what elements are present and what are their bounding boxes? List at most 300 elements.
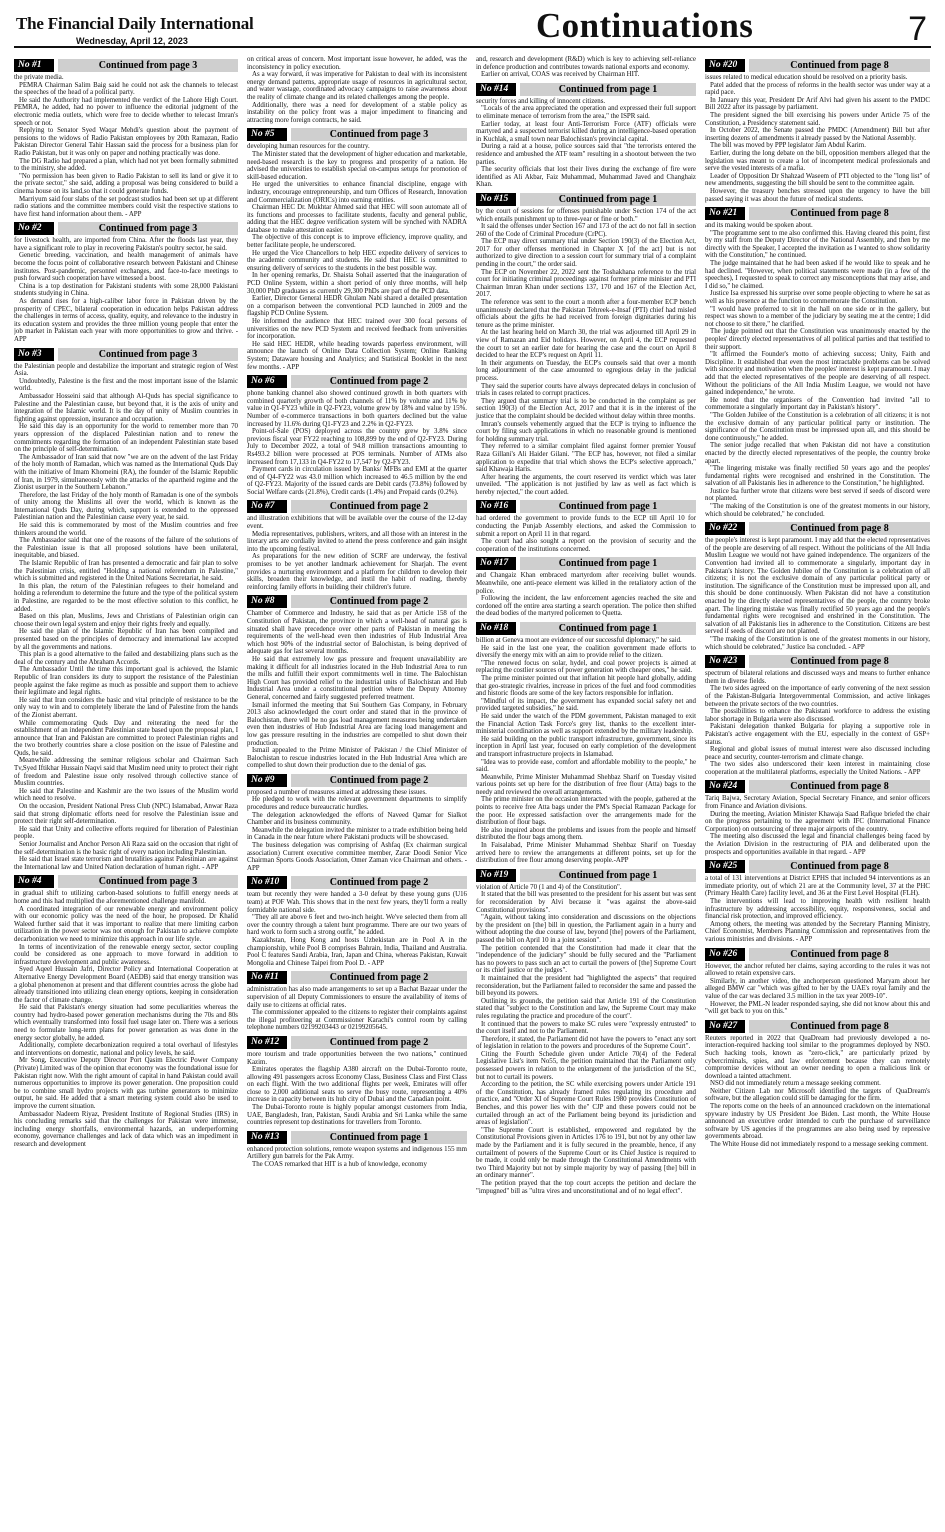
article-header: [705, 522, 930, 535]
continued-from-label: Continued from page 1: [520, 869, 696, 882]
continued-from-label: Continued from page 1: [520, 83, 696, 96]
article-paragraph: He said this is commemorated by most of the Muslim countries and free thinkers around the world.: [14, 522, 238, 537]
section-title: Continuations: [536, 6, 754, 45]
article-paragraph: He said HEC HEDR, while heading towards paperless environment, will announce the launch of Online Data Collection System; Online Ranking System; Dataware housing and Analytics; and Statistical Booklet in the next few months. - APP: [247, 340, 467, 371]
article-paragraph: However, the PML-N leader responded saying, she did not know about this and "will get back to you on this.": [705, 1000, 930, 1016]
article-paragraph: He said that Iran considers the basic and vital principle of resistance to be the only way to win and to completely liberate the land of Palestine from the hands of the Zionist aberrant.: [14, 696, 238, 719]
article: [247, 375, 467, 496]
article-paragraph: However, the anchor refuted her claims, saying according to the rules it was not allowed to retain expensive cars.: [705, 962, 930, 978]
article-paragraph: In January this year, President Dr Arif Alvi had given his assent to the PMDC Bill 2022 after its passage by parliament.: [705, 96, 930, 112]
article-paragraph: Reuters reported in 2022 that QuaDream had previously developed a no-interaction-required hacking tool similar to the programmes deployed by NSO. Such hacking tools, known as "zero-click," are particularly prized by cybercriminals, spies, and law enforcement because they can remotely compromise devices without an owner needing to open a malicious link or download a tainted attachment.: [705, 1034, 930, 1080]
article-paragraph: The judge maintained that he had been asked if he would like to speak and he had declined. "However, when political statements were made (in a few of the speeches), I requested to speak to correct any misconceptions that may arise, and I did so," he claimed.: [705, 260, 930, 290]
article-header: [476, 193, 696, 206]
article-paragraph: and illustration exhibitions that will be available over the course of the 12-day event.: [247, 515, 467, 531]
article-paragraph: "Again, without taking into consideration and discussions on the objections by the president on [the] bill in question, the Parliament again in a hurry and without adopting the due course of law, beyond [the] powers of the Parliament, passed the bill on April 10 in a joint session".: [476, 914, 696, 944]
article-body: [247, 56, 467, 124]
article-paragraph: Based on this plan, Muslims, Jews and Christians of Palestinian origin can choose their own legal system and enjoy their rights freely and equally.: [14, 613, 238, 628]
article-paragraph: violation of Article 70 (1 and 4) of the Constitution".: [476, 883, 622, 891]
article-paragraph: He said in the last one year, the coalition government made efforts to diversify the energy mix with an aim to provide relief to the citizen.: [476, 644, 696, 660]
article: [247, 56, 467, 124]
article-paragraph: Similarly, in another video, the anchorperson questioned Maryam about her alleged BMW car "which was gifted to her by the UAE's royal family and the value of the car was declared 3.5 million in the tax year 2009-10".: [705, 977, 930, 1000]
article-paragraph: The two sides agreed on the importance of early convening of the next session of the Pakistan-Bulgaria Intergovernmental Commission, and active linkages between the private sectors of the two countries.: [705, 685, 930, 708]
article-number: No #6: [247, 375, 287, 388]
article-paragraph: He said the Authority had implemented the verdict of the Lahore High Court. PEMRA, he added, had no power to influence the editorial judgment of the electronic media outlets, which were free to decide whether to telecast Imran's speech or not.: [14, 96, 238, 127]
article: [14, 875, 238, 1148]
article-paragraph: During a raid at a house, police sources said that "the terrorists entered the residence and ambushed the ATF team" resulting in a shootout between the two parties.: [476, 143, 696, 166]
article-paragraph: "The making of the Constitution is one of the greatest moments in our history, which should be celebrated," he concluded.: [705, 503, 930, 518]
article-paragraph: Point-of-Sale (POS) deployed across the country grew by 3.8% since previous fiscal year FY22 reaching to 108,899 by the end of Q2-FY23. During July to December 2022, a total of 94.8 million transactions amounting to Rs493.2 billion were processed at POS terminals. Number of ATMs also increased from 17,133 in Q4-FY22 to 17,547 by Q2-FY23.: [247, 428, 467, 466]
article-paragraph: Earlier today, at least four Anti-Terrorism Force (ATF) officials were martyred and a suspected terrorist killed during an intelligence-based operation in Kuchlak, a small town near Balochistan's provincial capital.: [476, 120, 696, 143]
article-paragraph: The objective of this concept is to improve efficiency, improve quality, and better facilitate people, he underscored.: [247, 234, 467, 250]
article-paragraph: It said the offenses under Section 167 and 173 of the act do not fall in section 260 of the Code of Criminal Procedure (CrPC).: [476, 223, 696, 238]
article-paragraph: NSO did not immediately return a message seeking comment.: [710, 1080, 881, 1088]
article-number: No #13: [247, 1131, 287, 1144]
article-header: [14, 875, 238, 888]
article: [247, 595, 467, 769]
continued-from-label: Continued from page 3: [58, 59, 238, 72]
article-paragraph: It continued that the powers to make SC rules were "expressly entrusted" to the court itself and not to the Parliament.: [476, 1020, 696, 1036]
article-paragraph: Undoubtedly, Palestine is the first and the most important issue of the Islamic world.: [14, 377, 238, 393]
article-paragraph: enhanced protection solutions, remote weapon systems and indigenous 155 mm Artillery gun barrels for the Pak Army.: [247, 1145, 467, 1161]
article-paragraph: Replying to Senator Syed Waqar Mehdi's question about the payment of pensions to the widows of Radio Pakistan employees by 20th Ramazan, Radio Pakistan Director General Tahir Hassan said the process for a business plan for Radio Pakistan, but it was only on paper and nothing practically was done.: [14, 127, 238, 157]
article-paragraph: Outlining its grounds, the petition said that Article 191 of the Constitution stated that "subject to the Constitution and law, the Supreme Court may make rules regulating the practice and procedure of the court".: [476, 997, 696, 1020]
article: [476, 557, 696, 618]
article: [705, 948, 930, 1016]
article-paragraph: Pakistani delegation thanked Bulgaria for playing a supportive role in Pakistan's active engagement with the EU, especially in the context of GSP+ status.: [705, 723, 930, 746]
article: [705, 207, 930, 518]
article-paragraph: As demand rises for a high-caliber labor force in Pakistan driven by the prosperity of CPEC, bilateral cooperation in education helps Pakistan address the challenges in terms of access, quality, equity, and relevance to the industry in its education system and provides the three million young people that enter the job market in Pakistan each year with more opportunities to grow and thrive. - APP: [14, 298, 238, 343]
continued-from-label: Continued from page 2: [291, 774, 467, 787]
article-paragraph: Genetic breeding, vaccination, and health management of animals have become the focus point of collaborative research between Pakistani and Chinese institutes. Post-pandemic, personnel exchanges, and face-to-face meetings to push forward such cooperation have witnessed a boost.: [14, 252, 238, 283]
article-paragraph: Media representatives, publishers, writers, and all those with an interest in the literary arts are cordially invited to attend the press conference and gain insight into the upcoming festival.: [247, 530, 467, 553]
article: [476, 83, 696, 189]
column-2: [243, 56, 472, 1532]
article-paragraph: the Palestinian people and destabilize the important and strategic region of West Asia.: [14, 362, 238, 378]
article: [476, 622, 696, 865]
article-header: [247, 774, 467, 787]
article-paragraph: team but recently they were handed a 3-0 defeat by these young guns (U16 team) at POF Wah. This shows that in the next few years, they'll form a really formidable national side.: [247, 891, 467, 914]
article-paragraph: In her opening remarks, Dr. Shaista Sohail asserted that the inauguration of PCD Online System, within a short period of only three months, will help 30,000 PhD graduates as currently 29,300 PhDs are part of the PCD data.: [247, 272, 467, 295]
article-number: No #5: [247, 128, 287, 141]
article-paragraph: The Minister stated that the development of higher education and marketable, need-based research is the key to progress and prosperity of a nation. He advised the universities to establish special on-campus setups for promotion of skill-based education.: [247, 150, 467, 181]
article-body: [476, 56, 696, 79]
article-paragraph: He said that Pakistan's energy situation had some peculiarities whereas the country had hydro-based power generation mechanisms during the 70s and 80s which eventually transformed into fossil fuel usage later on. There was a serious need to formulate long-term plans for power generation as was done in the energy sector globally, he added.: [14, 1004, 238, 1042]
article-paragraph: In Faisalabad, Prime Minister Muhammad Shehbaz Sharif on Tuesday arrived here to review the arrangements at different points, set up for the distribution of free flour among deserving people.-APP: [476, 842, 696, 865]
article-paragraph: more tourism and trade opportunities between the two nations," continued Kazim.: [247, 1050, 467, 1066]
article-paragraph: "It affirmed the Founder's motto of achieving success; Unity, Faith and Discipline. It established that even the most intractable problems can be solved with sincerity and motivation when the peoples' interest is kept paramount. I may add that the elected representatives of the people are deserving of all respect. Without the politicians of the All India Muslim League, we would not have gained independence," he wrote.: [705, 351, 930, 397]
article-paragraph: Justice Isa further wrote that citizens were best served if seeds of discord were not planted.: [705, 487, 930, 503]
paper-name: The Financial Daily International: [16, 14, 254, 33]
article-paragraph: "They all are above 6 feet and two-inch height. We've selected them from all over the country through a talent hunt programme. There are our two years of hard work to form such a strong outfit," he added.: [247, 914, 467, 937]
article-paragraph: billion at Geneva moot are evidence of our successful diplomacy," he said.: [476, 637, 682, 644]
article-number: No #26: [705, 948, 745, 961]
article-paragraph: The delegation acknowledged the efforts of Naveed Qamar for Sialkot Chamber and its business community.: [247, 811, 467, 827]
continued-from-label: Continued from page 8: [749, 860, 930, 873]
article-body: [705, 537, 930, 651]
article-paragraph: issues related to medical education should be resolved on a priority basis.: [705, 74, 908, 81]
article-paragraph: Meanwhile the delegation invited the minister to a trade exhibition being held in Canada in the near future where Pakistani products will be showcased.: [247, 826, 467, 842]
article: [476, 869, 696, 1195]
article-paragraph: Earlier, Director General HEDR Ghulam Nabi shared a detailed presentation on a comparison between the conventional PCD launched in 2009 and the flagship PCD Online System.: [247, 295, 467, 318]
article-paragraph: After hearing the arguments, the court reserved its verdict which was later unveiled. "The application is not justified by law as well as fact which is hereby rejected," the court added.: [476, 473, 696, 496]
column-1: [14, 56, 243, 1532]
article-paragraph: They referred to a similar complaint filed against former premier Yousuf Raza Gillani's Ali Haider Gilani. "The ECP has, however, not filed a similar application to expedite that trial which shows the ECP's selective approach," said Khawaja Haris.: [476, 443, 696, 474]
article-header: [14, 348, 238, 361]
article-paragraph: Chairman HEC Dr. Mukhtar Ahmed said that HEC will soon automate all of its functions and processes to facilitate students, faculty and general public, adding that the HEC degree verification system will be synched with NADRA database to make attestation easier.: [247, 204, 467, 234]
article-body: [14, 363, 238, 872]
article-paragraph: It stated that the bill was presented to the president for his assent but was sent for reconsideration by Alvi because it "was against the above-said Constitutional provisions".: [476, 891, 696, 914]
continued-from-label: Continued from page 2: [291, 595, 467, 608]
article-paragraph: "The renewed focus on solar, hydel, and coal power projects is aimed at replacing the costlier sources of power generation with cheaper ones," he said.: [476, 659, 696, 675]
article-paragraph: the people's interest is kept paramount. I may add that the elected representatives of the people are deserving of all respect. Without the politicians of the All India Muslim League we would not have gained independence. The organizers of the Convention had invited all to commemorate a singularly, important day in Pakistan's history. The Golden Jubilee of the Constitution is a celebration of all citizens; it is not the exclusive domain of any particular political party or institution. The significance of the Constitution must be impressed upon all, and this should be done continuously. When Pakistan did not have a constitution enacted by the directly elected representatives of the people, the country broke apart. The lingering mistake was finally rectified 50 years ago and the people's fundamental rights were recognised and enshrined in the Constitution. The salvation of all Pakistanis lies in adherence to the Constitution. Citizens are best served if seeds of discord are not planted.: [705, 537, 930, 636]
article-header: [247, 876, 467, 889]
article-paragraph: and, research and development (R&D) which is key to achieving self-reliance in defence production and contributes towards national exports and economy.: [476, 56, 696, 71]
article-paragraph: During the meeting, Aviation Minister Khawaja Saad Rafique briefed the chair on the progress pertaining to the agreement with IFC (International Finance Corporation) on outsourcing of three major airports of the country.: [705, 810, 930, 833]
article-body: [14, 74, 238, 218]
article-paragraph: The senior judge recalled that when Pakistan did not have a constitution enacted by the directly elected representatives of the people, the country broke apart.: [705, 442, 930, 465]
article-header: [705, 780, 930, 793]
article-header: [14, 222, 238, 235]
article-paragraph: Emirates operates the flagship A380 aircraft on the Dubai-Toronto route, allowing 491 passengers across Economy Class, Business Class and First Class on each flight. With the two additional flights per week, Emirates will offer close to 2,000 additional seats to serve the busy route, representing a 40% increase in capacity between its hub city of Dubai and the Canadian point.: [247, 1066, 467, 1104]
article-paragraph: a total of 131 interventions at District EPHS that included 94 interventions as an immediate priority, out of which 21 are at the Community level, 37 at the PHC (Primary Health Care) facility level, and 36 at the First Level Hospital (FLH).: [705, 875, 930, 898]
article-body: [247, 891, 467, 967]
article-paragraph: He urged the universities to enhance financial discipline, engage with industry, encourage entrepreneurship, and turn Offices of Research, Innovation and Commercialization (ORICs) into earning entities.: [247, 181, 467, 204]
article-paragraph: developing human resources for the country.: [247, 143, 370, 151]
article-header: [705, 860, 930, 873]
article-header: [705, 655, 930, 668]
article-number: No #21: [705, 207, 745, 220]
article-number: No #16: [476, 500, 516, 513]
article-paragraph: Ismail informed the meeting that Sui Southern Gas Company, in February 2013 also acknowledged the court order and stated that in the province of Balochistan, there will be no gas load management measures being undertaken even then industries of Hub Industrial Area are facing load management and low gas pressure resulting in the industries are compelled to shut down their production.: [247, 701, 467, 747]
article-number: No #18: [476, 622, 516, 635]
article-body: [247, 143, 467, 371]
article-body: [247, 610, 467, 769]
article-paragraph: "The Golden Jubilee of the Constitution is a celebration of all citizens; it is not the exclusive domain of any particular political party or institution. The significance of the Constitution must be impressed upon all, and this should be done continuously," he added.: [705, 411, 930, 442]
article: [247, 128, 467, 371]
article-header: [476, 557, 696, 570]
article-paragraph: The Ambassador said that one of the reasons of the failure of the solutions of the Palestinian issue is that all proposed solutions have been unilateral, inequitable, and biased.: [14, 537, 238, 560]
continued-from-label: Continued from page 3: [58, 348, 238, 361]
article-header: [476, 500, 696, 513]
article-paragraph: had ordered the government to provide funds to the ECP till April 10 for conducting the Punjab Assembly elections, and asked the Commission to submit a report on April 11 in that regard.: [476, 515, 696, 538]
article-paragraph: He noted that the organisers of the Convention had invited "all to commemorate a singularly important day in Pakistan's history".: [705, 396, 930, 412]
article-header: [476, 622, 696, 635]
continued-from-label: Continued from page 8: [749, 59, 930, 72]
article-paragraph: However, the treasury benches stressed upon the urgency to have the bill passed saying it was about the future of medical students.: [705, 187, 930, 203]
article-body: [705, 963, 930, 1016]
article-paragraph: The prime minister on the occasion interacted with the people, gathered at the points to receive free Atta bags under the PM's Special Ramazan Package for the poor. He expressed satisfaction over the arrangements made for the distribution of flour bags.: [476, 796, 696, 827]
article-paragraph: Meanwhile addressing the seminar religious scholar and Chairman Sach Tv,Syed Iftikhar Hussain Naqvi said that Muslim need unity to protect their right of freedom and Palestine issue only resolved through collective stance of Muslim countries.: [14, 757, 238, 788]
article-body: [476, 98, 696, 189]
article-paragraph: Meanwhile, Prime Minister Muhammad Shehbaz Sharif on Tuesday visited various points set up here for the distribution of free flour (Atta) bags to the needy and reviewed the overall arrangements.: [476, 773, 696, 796]
article-paragraph: He said that Unity and collective efforts required for liberation of Palestinian people.: [14, 825, 238, 841]
article: [14, 222, 238, 343]
article-body: [14, 890, 238, 1148]
continued-from-label: Continued from page 8: [749, 655, 930, 668]
article-paragraph: Chamber of Commerce and Industry, he said that as per Article 158 of the Constitution of Pakistan, the province in which a well-head of natural gas is situated shall have precedence over other parts of Pakistan in meeting the requirements of the well-head even then industries of Hub Industrial Area which host 90% of the industrial sector of Balochistan, is being deprived of adequate gas for last several months.: [247, 610, 467, 656]
article-paragraph: The court had also sought a report on the provision of security and the cooperation of the institutions concerned.: [476, 538, 696, 553]
article-header: [247, 375, 467, 388]
article-paragraph: "Mindful of its impact, the government has expanded social safety net and provided targeted subsidies," he said.: [476, 697, 696, 713]
continued-from-label: Continued from page 1: [520, 557, 696, 570]
article-paragraph: He said that Israel state terrorism and brutalities against Palestinian are against the International law and United Nation declaration of human right. - APP: [14, 856, 238, 871]
article-paragraph: It maintained that the president had "highlighted the aspects" that required reconsideration, but the Parliament failed to reconsider the same and passed the bill beyond its powers.: [476, 974, 696, 998]
article-paragraph: and Changaiz Khan embraced martyrdom after receiving bullet wounds. Meanwhile, one anti-peace element was killed in the retaliatory action of the police.: [476, 572, 696, 595]
column-4: [701, 56, 930, 1532]
article-paragraph: Senior Journalist and Anchor Person Ali Raza said on the occasion that right of the self-determination is the basic right of every nation including Palestinian.: [14, 841, 238, 856]
article-number: No #9: [247, 774, 287, 787]
article-paragraph: The security officials that lost their lives during the exchange of fire were identified as Ali Akbar, Faiz Muhammad, Muhammad Javed and Changhaiz Khan.: [476, 166, 696, 189]
article-paragraph: The possibilities to enhance the Pakistani workforce to address the existing labor shortage in Bulgaria were also discussed.: [705, 708, 930, 723]
article-paragraph: Imran's counsels vehemently argued that the ECP is trying to influence the court by filing such applications in which no reasonable ground is mentioned for holding summary trial.: [476, 420, 696, 443]
continued-from-label: Continued from page 3: [291, 128, 467, 141]
article-paragraph: on critical areas of concern. Most important issue however, he added, was the inconsistency in policy execution.: [247, 56, 467, 71]
article-body: [247, 515, 467, 591]
article-body: [247, 390, 467, 496]
article-body: [247, 789, 467, 873]
article-paragraph: Following the incident, the law enforcement agencies reached the site and cordoned off the entire area starting a search operation. The police then shifted the dead bodies of the martyred policemen to Quetta.: [476, 595, 696, 618]
article-paragraph: The ECP on November 22, 2022 sent the Toshakhana reference to the trial court for initiating criminal proceedings against former prime minister and PTI Chairman Imran Khan under sections 137, 170 and 167 of the Election Act, 2017.: [476, 268, 696, 299]
article-paragraph: He said this day is an opportunity for the world to remember more than 70 years oppression of the displaced Palestinian nation and to renew the commitments regarding the formation of an independent Palestinian state based on the principle of self-determination.: [14, 423, 238, 454]
article-paragraph: Payment cards in circulation issued by Banks/ MFBs and EMI at the quarter end of Q4-FY22 was 43.0 million which increased to 46.5 million by the end of Q2-FY23. Majority of the issued cards are Debit cards (73.8%) followed by Social Welfare cards (21.8%), Credit cards (1.4%) and Prepaid cards (0.2%).: [247, 466, 467, 496]
article-paragraph: Ambassador Nadeem Riyaz, President Institute of Regional Studies (IRS) in his concluding remarks said that the challenges for Pakistan were immense, including energy shortfalls, environmental hazards, an underperforming economy, governance challenges and lack of data which was an impediment in research and development: [14, 1110, 238, 1148]
article-paragraph: Therefore, the last Friday of the holy month of Ramadan is one of the symbols of unity among the Muslims all over the world, which is known as the International Quds Day, during which, support is extended to the oppressed Palestinian nation and the Palestinian cause every year, he said.: [14, 491, 238, 522]
article-paragraph: The petition contended that the Constitution had made it clear that the "independence of the judiciary" should be fully secured and the "Parliament has no powers to pass such an act to curtail the powers of [the] Supreme Court or its chief justice or the judges".: [476, 944, 696, 975]
article-paragraph: A coordinated integration of our renewable energy and environment policy with our economic policy was the need of the hour, he proposed. Dr Khalid Waleed further said that it was important to realize that mere limiting carbon utilization in the power sector was not enough for Pakistan to achieve complete decarbonization we need to minimize this approach in our life style.: [14, 905, 238, 943]
article-paragraph: The prime minister pointed out that inflation hit people hard globally, adding that geo-strategic rivalries, increase in prices of the fuel and food commodities and historic floods are some of the key factors responsible for inflation.: [476, 674, 696, 698]
continued-from-label: Continued from page 1: [520, 500, 696, 513]
article-paragraph: security forces and killing of innocent citizens.: [476, 97, 606, 105]
article-paragraph: phone banking channel also showed continued growth in both quarters with combined quarterly growth of both channels of 11% by volume and 11% by value in Q1-FY23 while in Q2-FY23, volume grew by 18% and value by 15%. Number of e-commerce transactions in both quarters declined but the value increased by 11.6% during Q1-FY23 and 2.2% in Q2-FY23.: [247, 390, 467, 428]
article-paragraph: "The Supreme Court is established, empowered and regulated by the Constitutional Provisions given in Articles 176 to 191, but not by any other law made by the Parliament and it is fully secured in the preamble, hence, if any curtailment of powers of the Supreme Court or its Chief Justice is required to be made, it could only be made through the Constitutional Amendments with two Third Majority but not by simple majority by way of passing [the] bill in an ordinary manner".: [476, 1126, 696, 1180]
continued-from-label: Continued from page 8: [749, 522, 930, 535]
article-paragraph: Kazakhstan, Hong Kong and hosts Uzbekistan are in Pool A in the championship, while Pool B comprises Bahrain, India, Thailand and Australia. Pool C features Saudi Arabia, Iran, Japan and China, whereas Pakistan, Kuwait Mongolia and Chinese Taipei from Pool D. - APP: [247, 936, 467, 967]
continued-from-label: Continued from page 1: [520, 622, 696, 635]
article-paragraph: The petition prayed that the top court accepts the petition and declare the "impugned" bill as "ultra vires and unconstitutional and of no legal effect".: [476, 1179, 696, 1195]
article-paragraph: The interventions will lead to improving health with resilient health infrastructure by addressing accessibility, equity, responsiveness, social and financial risk protection, and improved efficiency.: [705, 898, 930, 921]
article-paragraph: The reports come on the heels of an announced crackdown on the international spyware industry by US President Joe Biden. Last month, the White House announced an executive order intended to curb the purchase of surveillance software by US agencies if the programmes are also being used by repressive governments abroad.: [705, 1103, 930, 1141]
article-number: No #14: [476, 83, 516, 96]
continued-from-label: Continued from page 1: [291, 1131, 467, 1144]
article-paragraph: "Idea was to provide ease, comfort and affordable mobility to the people," he said.: [476, 758, 696, 774]
article-header: [705, 59, 930, 72]
article-paragraph: He said the plan of the Islamic Republic of Iran has been compiled and presented based on the principles of democracy and international law accepted by all the governments and nations.: [14, 628, 238, 651]
article-paragraph: "Locals of the area appreciated the operation and expressed their full support to eliminate menace of terrorism from the area," the ISPR said.: [476, 105, 696, 120]
article: [705, 860, 930, 943]
article-paragraph: While commemorating Quds Day and reiterating the need for the establishment of an independent Palestinian state based upon the proposal plan, I announce that Iran and Pakistan are committed to protect Palestinian rights and the two brotherly countries share a close position on the issue of Palestine and Quds, he said.: [14, 719, 238, 757]
article-body: [476, 208, 696, 497]
article-number: No #3: [14, 348, 54, 361]
article-number: No #22: [705, 522, 745, 535]
article-paragraph: The White House did not immediately respond to a message seeking comment.: [710, 1141, 929, 1149]
article-paragraph: In terms of incentivization of the renewable energy sector, sector coupling could be considered as one approach to move forward in addition to infrastructure development and public awareness.: [14, 943, 238, 966]
article: [247, 1036, 467, 1127]
article-number: No #1: [14, 59, 54, 72]
columns: [14, 56, 931, 1532]
article-body: [476, 572, 696, 618]
article: [705, 1020, 930, 1149]
article-paragraph: He said under the watch of the PDM government, Pakistan managed to exit the Financial Action Task Force's grey list, thanks to the excellent inter-ministerial coordination as well as support extended by the military leadership.: [476, 712, 696, 736]
article-body: [705, 670, 930, 776]
article-paragraph: Regional and global issues of mutual interest were also discussed including peace and security, counter-terrorism and climate change.: [705, 746, 930, 761]
article-paragraph: Syed Aqeel Hussain Jafri, Director Policy and International Cooperation at Alternative Energy Development Board (AEDB) said that energy transition was a global phenomenon at present and that different countries across the globe had already transitioned into utilizing clean energy options, keeping in consideration the factor of climate change.: [14, 966, 238, 1004]
article-paragraph: Earlier on arrival, COAS was received by Chairman HIT.: [481, 71, 640, 79]
article: [247, 971, 467, 1032]
article-paragraph: and its making would be spoken about.: [705, 222, 813, 230]
article-body: [247, 986, 467, 1032]
article-paragraph: Mr Song, Executive Deputy Director Port Qasim Electric Power Company (Private) Limited was of the opinion that economy was the foundational issue for Pakistan right now. With the right amount of capital in hand Pakistan could avail numerous opportunities to improve its power generation. One proposition could be to combine small hydro projects with gas turbine generators to minimize output, he said. He added that a smart metering system could also be used to improve the current situation.: [14, 1057, 238, 1110]
article-header: [705, 1020, 930, 1033]
article-paragraph: The Islamic Republic of Iran has presented a democratic and fair plan to solve the Palestinian crisis, entitled "Holding a national referendum in Palestine," which is submitted and registered in the United Nations Secretariat, he said.: [14, 560, 238, 583]
article-paragraph: proposed a number of measures aimed at addressing these issues.: [247, 788, 427, 796]
article-paragraph: He pledged to work with the relevant government departments to simplify procedures and reduce bureaucratic hurdles.: [247, 796, 467, 812]
article-paragraph: PEMRA Chairman Salim Baig said he could not ask the channels to telecast the speeches of the head of a political party.: [14, 81, 238, 97]
continued-from-label: Continued from page 3: [58, 222, 238, 235]
article-paragraph: They argued that summary trial is to be conducted in the complaint as per section 190(3) of the Election Act, 2017 and that it is in the interest of the justice that the complaint should be decided without delay within three months.: [476, 397, 696, 420]
article-header: [476, 83, 696, 96]
article-paragraph: This plan is a good alternative to the failed and destabilizing plans such as the deal of the century and the Abraham Accords.: [14, 651, 238, 666]
article-number: No #2: [14, 222, 54, 235]
article-paragraph: The bill was moved by PPP legislator Jam Abdul Karim.: [710, 142, 866, 150]
article: [14, 348, 238, 872]
article-paragraph: He also inquired about the problems and issues from the people and himself distributed the flour bags among them.: [476, 826, 696, 842]
article-paragraph: The two sides also underscored their keen interest in maintaining close cooperation at the multilateral platforms, especially the United Nations. - APP: [705, 761, 930, 776]
article-paragraph: He said that Palestine and Kashmir are the two issues of the Muslim world which need to resolve.: [14, 787, 238, 803]
article-paragraph: Ismail appealed to the Prime Minister of Pakistan / the Chief Minister of Balochistan to rescue industries located in the Hub Industrial Area which are compelled to shut down their production due to the denial of gas.: [247, 747, 467, 770]
article-paragraph: administration has also made arrangements to set up a Bachat Bazaar under the supervision of all Deputy Commissioners to ensure the availability of items of daily use to citizens at official rates.: [247, 986, 467, 1009]
page-number: 7: [908, 10, 927, 48]
article-paragraph: On the occasion, President National Press Club (NPC) Islamabad, Anwar Raza said that strong diplomatic efforts need for resolve the Palestinian issue and protect their right self-determination.: [14, 803, 238, 826]
article-number: No #4: [14, 875, 54, 888]
article-paragraph: Justice Isa expressed his surprise over some people objecting to where he sat as well as his presence at the function to commemorate the Constitution.: [705, 290, 930, 306]
article-paragraph: "The programme sent to me also confirmed this. Having cleared this point, first by my staff from the Deputy Director of the National Assembly, and then by me directly with the Speaker, I accepted the invitation as I wanted to show solidarity with the Constitution," he continued.: [705, 229, 930, 260]
article-paragraph: Neither Citizen Lab nor Microsoft identified the targets of QuaDream's software, but the allegation could still be damaging for the firm.: [705, 1087, 930, 1103]
article: [14, 59, 238, 218]
article-number: No #7: [247, 500, 287, 513]
continued-from-label: Continued from page 3: [58, 875, 238, 888]
article-paragraph: As preparations for the new edition of SCRF are underway, the festival promises to be yet another landmark achievement for Sharjah. The event provides a nurturing environment and a platform for children to develop their skills, broaden their knowledge, and instil the habit of reading, thereby reinforcing family efforts in building their children's future.: [247, 553, 467, 591]
article-number: No #25: [705, 860, 745, 873]
article-paragraph: spectrum of bilateral relations and discussed ways and means to further enhance them in diverse fields.: [705, 670, 930, 685]
article-paragraph: The business delegation was comprising of Ashfaq (Ex chairman surgical association) Current executive committee member, Zarar Doodi Senior Vice Chairman Sports Goods Association, Omer Zaman vice Chairman and others. - APP: [247, 842, 467, 872]
article-paragraph: Additionally, there was a need for development of a stable policy as instability on the policy front was a major impediment to financing and attracting more foreign contracts, he said.: [247, 101, 467, 124]
article: [476, 56, 696, 79]
article-paragraph: for livestock health, are imported from China. After the floods last year, they have a significant role to play in recovering Pakistan's poultry sector, he said.: [14, 237, 238, 252]
article-paragraph: The commissioner appealed to the citizens to register their complaints against the illegal profiteering at Commissioner Karachi's control room by calling telephone numbers 02199203443 or 02199205645.: [247, 1009, 467, 1032]
article-paragraph: He informed the audience that HEC trained over 300 focal persons of universities on the new PCD System and received feedback from universities for incorporation.: [247, 318, 467, 341]
article-body: [705, 1035, 930, 1149]
article-number: No #19: [476, 869, 516, 882]
article-paragraph: "No permission has been given to Radio Pakistan to sell its land or give it to the private sector," she said, adding a proposal was being considered to build a cinema house on its land,so that it could generate funds.: [14, 172, 238, 195]
article-number: No #27: [705, 1020, 745, 1033]
article-header: [247, 1036, 467, 1049]
article-number: No #10: [247, 876, 287, 889]
article-paragraph: In this plan, the return of the Palestinian refugees to their homeland and holding a referendum to determine the future and the type of the political system in Palestine, are regarded to be the most effective solution to this conflict, he added.: [14, 582, 238, 613]
continued-from-label: Continued from page 2: [291, 500, 467, 513]
article-body: [705, 875, 930, 943]
article: [247, 876, 467, 967]
article-body: [705, 795, 930, 856]
article-body: [705, 74, 930, 203]
article-paragraph: "The making of the Constitution is one of the greatest moments in our history, which should be celebrated," Justice Isa concluded. - APP: [705, 635, 930, 651]
article-number: No #23: [705, 655, 745, 668]
continued-from-label: Continued from page 8: [749, 780, 930, 793]
article-body: [476, 637, 696, 865]
article-paragraph: The reference was sent to the court a month after a four-member ECP bench unanimously declared that the Pakistan Tehreek-e-Insaf (PTI) chief had misled officials about the gifts he had received from foreign dignitaries during his tenure as the prime minister.: [476, 299, 696, 329]
continued-from-label: Continued from page 8: [749, 1020, 930, 1033]
article-paragraph: The COAS remarked that HIT is a hub of knowledge, economy: [252, 1161, 427, 1169]
article-number: No #8: [247, 595, 287, 608]
article-paragraph: "I would have preferred to sit in the hall on one side or in the gallery, but respect was shown to a member of the judiciary by seating me at the centre; I did not choose to sit there," he clarified.: [705, 305, 930, 328]
paper-date: Wednesday, April 12, 2023: [76, 36, 188, 46]
article-paragraph: According to the petition, the SC while exercising powers under Article 191 of the Constitution, has already framed rules regulating its procedure and practice, and "Order XI of Supreme Court Rules 1980 provides Constitution of Benches, and this power lies with the" CJP and these powers could not be curtailed through an act of the Parliament being beyond its jurisdiction and areas of legislation".: [476, 1081, 696, 1127]
article-header: [247, 500, 467, 513]
continued-from-label: Continued from page 2: [291, 971, 467, 984]
article-paragraph: Marriyum said four slabs of the set podcast studios had been set up at different radio stations and the committee members could visit the respective stations to have first hand information about them. - APP: [14, 195, 238, 218]
article: [476, 193, 696, 497]
continued-from-label: Continued from page 1: [520, 193, 696, 206]
article-paragraph: Therefore, it stated, the Parliament did not have the powers to "enact any sort of legislation in relation to the powers and procedures of the Supreme Court".: [476, 1035, 696, 1051]
article: [247, 500, 467, 591]
article-paragraph: Patel added that the process of reforms in the health sector was under way at a rapid pace.: [705, 81, 930, 97]
article-paragraph: He said building on the public transport infrastructure, government, since its inception in April last year, focused on early completion of the development and transport infrastructure projects in Islamabad.: [476, 735, 696, 758]
article-body: [476, 884, 696, 1195]
article-paragraph: As a way forward, it was imperative for Pakistan to deal with its inconsistent energy demand patterns, appropriate usage of resources in agricultural sector, and water wastage, coordinated advocacy campaigns to raise awareness about the reality of climate change and its related challenges among the people.: [247, 71, 467, 101]
article-body: [705, 222, 930, 518]
continued-from-label: Continued from page 2: [291, 375, 467, 388]
continued-from-label: Continued from page 8: [749, 948, 930, 961]
article-header: [247, 971, 467, 984]
article-header: [14, 59, 238, 72]
continued-from-label: Continued from page 2: [291, 876, 467, 889]
article: [705, 780, 930, 856]
article-number: No #15: [476, 193, 516, 206]
article-number: No #20: [705, 59, 745, 72]
article-paragraph: Ambassador Hosseini said that although Al-Quds has special significance to Palestine and the Palestinian cause, but beyond that, it is the axis of unity and integration of the Islamic world. It is the day of unity of Muslim countries in fighting against oppression, insurance and occupation.: [14, 392, 238, 423]
article-paragraph: The judge pointed out that the Constitution was unanimously enacted by the peoples' directly elected representatives of all political parties and that testified to their support.: [705, 328, 930, 351]
article: [476, 500, 696, 553]
article: [247, 774, 467, 873]
article-paragraph: He said that extremely low gas pressure and frequent unavailability are making it difficult for all industries located in the Hub Industrial Area to run the mills and fulfill their export commitments well in time. The Balochistan High Court has provided relief to the industrial units of Balochistan and Hub Industrial Area under a constitutional petition where the Deputy Attorney General, concerned and fairly suggested preferred treatment.: [247, 655, 467, 701]
article-header: [247, 1131, 467, 1144]
article-header: [247, 595, 467, 608]
article-number: No #24: [705, 780, 745, 793]
article-paragraph: The Ambassador of Iran said that now "we are on the advent of the last Friday of the holy month of Ramadan, which was named as the International Quds Day with the initiative of Imam Khomeini (RA), the founder of the Islamic Republic of Iran, in 1979, simultaneously with the attacks of the apartheid regime and the Zionist usurper in the Southern Lebanon.": [14, 453, 238, 492]
article-paragraph: Among others, the meeting was attended by the Secretary Planning Ministry, Chief Economist, Members Planning Commission and representatives from the various ministries and divisions. - APP: [705, 920, 930, 943]
article-body: [247, 1146, 467, 1169]
article-paragraph: In October 2022, the Senate passed the PMDC (Amendment) Bill but after inserting dozens of amendments it already passed by the National Assembly.: [705, 127, 930, 142]
article-body: [476, 515, 696, 553]
article-paragraph: Earlier, during the long debate on the bill, opposition members alleged that the legislation was meant to create a lot of incompetent medical professionals and serve the vested interests of a mafia.: [705, 149, 930, 173]
article-paragraph: They said the superior courts have always deprecated delays in conclusion of trials in cases related to corrupt practices.: [476, 382, 696, 398]
article-paragraph: Citing the Fourth Schedule given under Article 70(4) of the Federal Legislative List's item No55, the petition maintained that the Parliament only possessed powers in relation to the enlargement of the jurisdiction of the SC, but not to curtail its powers.: [476, 1050, 696, 1081]
article-paragraph: Tariq Bajwa, Secretary Aviation, Special Secretary Finance, and senior officers from Finance and Aviation divisions.: [705, 795, 930, 811]
article-paragraph: "The lingering mistake was finally rectified 50 years ago and the peoples' fundamental rights were recognised and enshrined in the Constitution. The salvation of all Pakistanis lies in adherence to the Constitution," he highlighted.: [705, 465, 930, 488]
article-paragraph: China is a top destination for Pakistani students with some 28,000 Pakistani students studying in China.: [14, 282, 238, 298]
article-header: [705, 948, 930, 961]
article-paragraph: The ECP may direct summary trial under Section 190(3) of the Election Act, 2017 for other offenses mentioned in Chapter X [of the act] but is not authorized to give direction to a session court for summary trial of a complaint pending in the court," the order said.: [476, 238, 696, 269]
article-header: [476, 869, 696, 882]
article-header: [705, 207, 930, 220]
article-header: [247, 128, 467, 141]
article: [705, 522, 930, 651]
article-paragraph: the private media.: [14, 74, 64, 81]
article-number: No #11: [247, 971, 287, 984]
article-paragraph: He urged the Vice Chancellors to help HEC expedite delivery of services to the academic community and students. He said that HEC is committed to ensuring delivery of services to the students in the best possible way.: [247, 249, 467, 272]
continued-from-label: Continued from page 8: [749, 207, 930, 220]
article-paragraph: The president signed the bill exercising his powers under Article 75 of the Constitution, a Presidency statement said.: [705, 111, 930, 127]
article-body: [247, 1051, 467, 1127]
